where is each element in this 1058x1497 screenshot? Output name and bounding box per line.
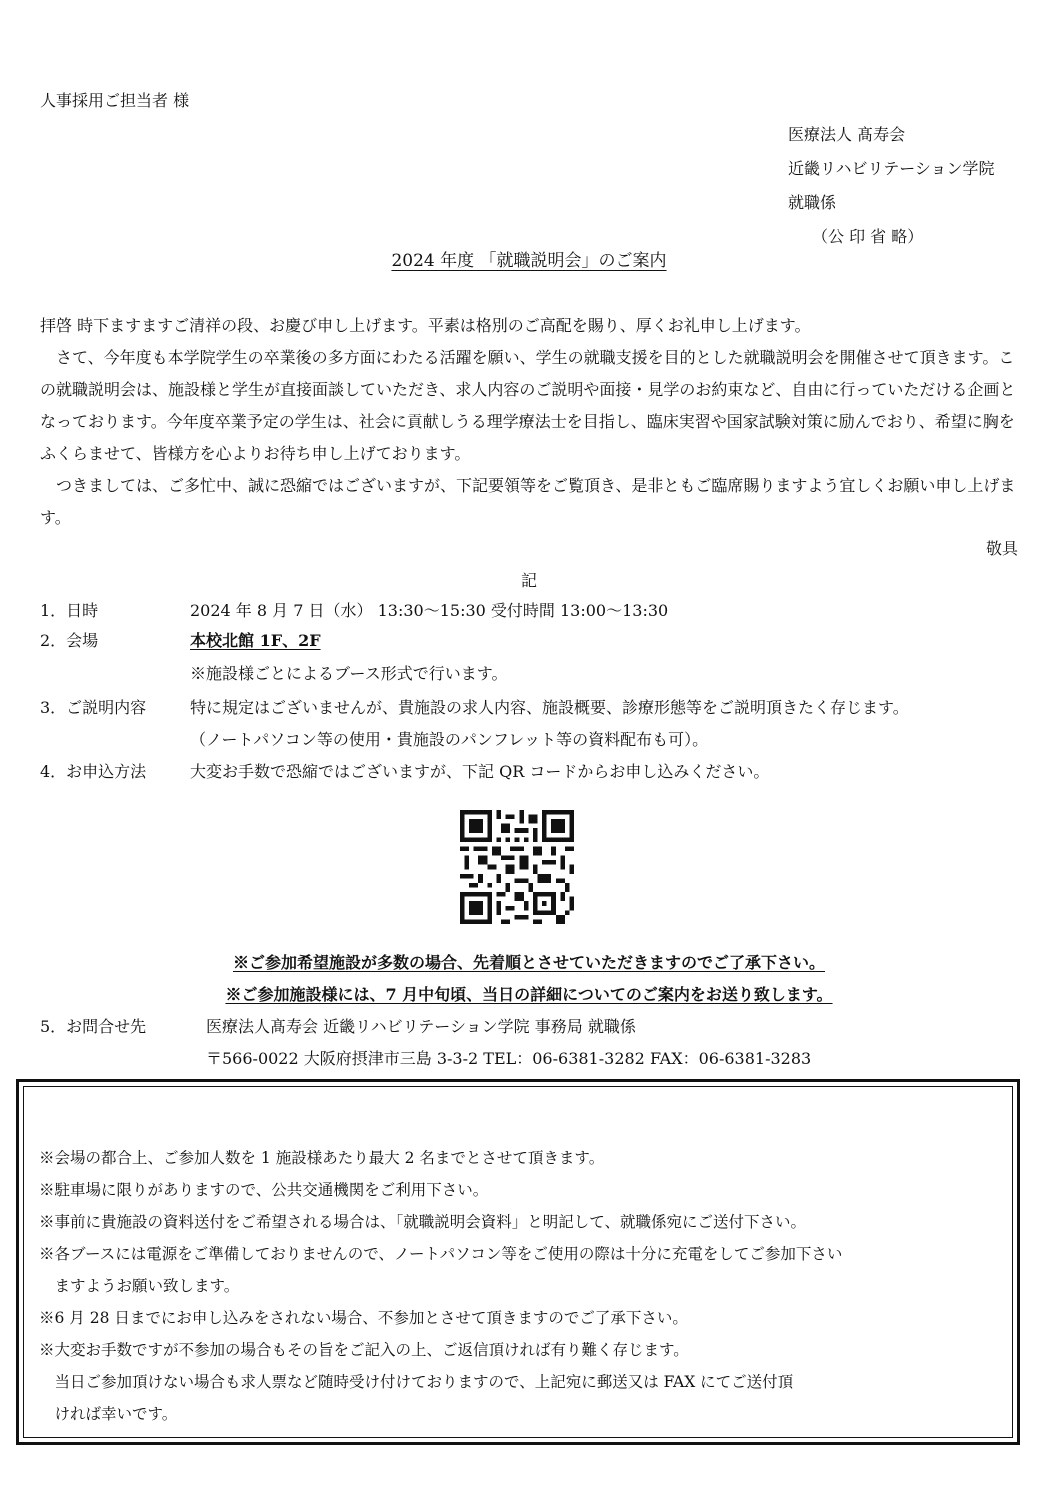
contact-label: 5．お問合せ先 — [40, 1017, 147, 1036]
venue-note: ※施設様ごとによるブース形式で行います。 — [190, 664, 508, 683]
notes-box — [16, 1079, 1020, 1445]
item-venue — [40, 627, 321, 655]
note-item: ※会場の都合上、ご参加人数を 1 施設様あたり最大 2 名までとさせて頂きます。 — [39, 1149, 605, 1167]
purpose-paragraph: さて、今年度も本学院学生の卒業後の多方面にわたる活躍を願い、学生の就職支援を目的とした就職説明会を開催させて頂きます。この就職説明会は、施設様と学生が直接面談していただき、求人内容のご説明や面接・見学のお約束など、自由に行っていただける企画となっております。今年度卒業予定の学生は、社会に貢献しうる理学療法士を目指し、臨床実習や国家試験対策に励んでおり、希望に胸をふくらませて、皆様方を心よりお待ち申し上げております。 — [40, 348, 1016, 463]
apply-value: 大変お手数で恐縮ではございますが、下記 QR コードからお申し込みください。 — [190, 762, 770, 781]
item-contact — [40, 1013, 636, 1041]
sender-dept: 就職係 — [788, 193, 837, 212]
note-item: ※大変お手数ですが不参加の場合もその旨をご記入の上、ご返信頂ければ有り難く存じます。 — [39, 1341, 689, 1359]
date-label: 1．日時 — [40, 601, 99, 620]
item-content — [40, 694, 909, 722]
contact-line2: 〒566-0022 大阪府摂津市三島 3-3-2 TEL：06-6381-3282 FAX：06-6381-3283 — [206, 1049, 812, 1068]
closing: 敬具 — [985, 539, 1018, 558]
sender-block — [788, 118, 995, 254]
content-note: （ノートパソコン等の使用・貴施設のパンフレット等の資料配布も可）。 — [190, 730, 709, 749]
qr-code-icon[interactable] — [460, 810, 574, 924]
letter-body — [40, 310, 1020, 534]
content-label: 3．ご説明内容 — [40, 698, 147, 717]
note-item: ※事前に貴施設の資料送付をご希望される場合は、「就職説明会資料」と明記して、就職係宛にご送付下さい。 — [39, 1213, 806, 1231]
note-item: ※駐車場に限りがありますので、公共交通機関をご利用下さい。 — [39, 1181, 489, 1199]
notice-details-mail: ※ご参加施設様には、7 月中旬頃、当日の詳細についてのご案内をお送り致します。 — [225, 985, 833, 1004]
contact-line1: 医療法人髙寿会 近畿リハビリテーション学院 事務局 就職係 — [206, 1017, 636, 1036]
addressee: 人事採用ご担当者 様 — [40, 91, 190, 110]
request-paragraph: つきましては、ご多忙中、誠に恐縮ではございますが、下記要領等をご覧頂き、是非ともご臨席賜りますよう宜しくお願い申し上げます。 — [40, 476, 1016, 527]
ki-heading: 記 — [520, 571, 537, 590]
venue-value: 本校北館 1F、2F — [190, 631, 321, 650]
content-value: 特に規定はございませんが、貴施設の求人内容、施設概要、診療形態等をご説明頂きたく存じます。 — [190, 698, 909, 717]
item-apply — [40, 758, 769, 786]
note-item: ※6 月 28 日までにお申し込みをされない場合、不参加とさせて頂きますのでご了承下さい。 — [39, 1309, 688, 1327]
notes-list — [39, 1142, 842, 1430]
note-item-continued: ますようお願い致します。 — [54, 1277, 240, 1295]
notice-first-come: ※ご参加希望施設が多数の場合、先着順とさせていただきますのでご了承下さい。 — [232, 953, 825, 972]
note-item-continued: ければ幸いです。 — [54, 1405, 178, 1423]
note-item: ※各ブースには電源をご準備しておりませんので、ノートパソコン等をご使用の際は十分に充電をしてご参加下さい — [39, 1245, 843, 1263]
note-item-continued: 当日ご参加頂けない場合も求人票など随時受け付けておりますので、上記宛に郵送又は FAX にてご送付頂 — [54, 1373, 794, 1391]
greeting-paragraph: 拝啓 時下ますますご清祥の段、お慶び申し上げます。平素は格別のご高配を賜り、厚くお礼申し上げます。 — [40, 316, 811, 335]
seal-note: （公 印 省 略） — [812, 227, 924, 246]
document-title: 2024 年度 「就職説明会」のご案内 — [391, 251, 667, 271]
venue-label: 2．会場 — [40, 631, 99, 650]
sender-org: 医療法人 髙寿会 — [788, 125, 906, 144]
sender-school: 近畿リハビリテーション学院 — [788, 159, 995, 178]
date-value: 2024 年 8 月 7 日（水） 13:30〜15:30 受付時間 13:00〜13:30 — [190, 601, 669, 620]
apply-label: 4．お申込方法 — [40, 762, 147, 781]
item-date — [40, 597, 668, 625]
